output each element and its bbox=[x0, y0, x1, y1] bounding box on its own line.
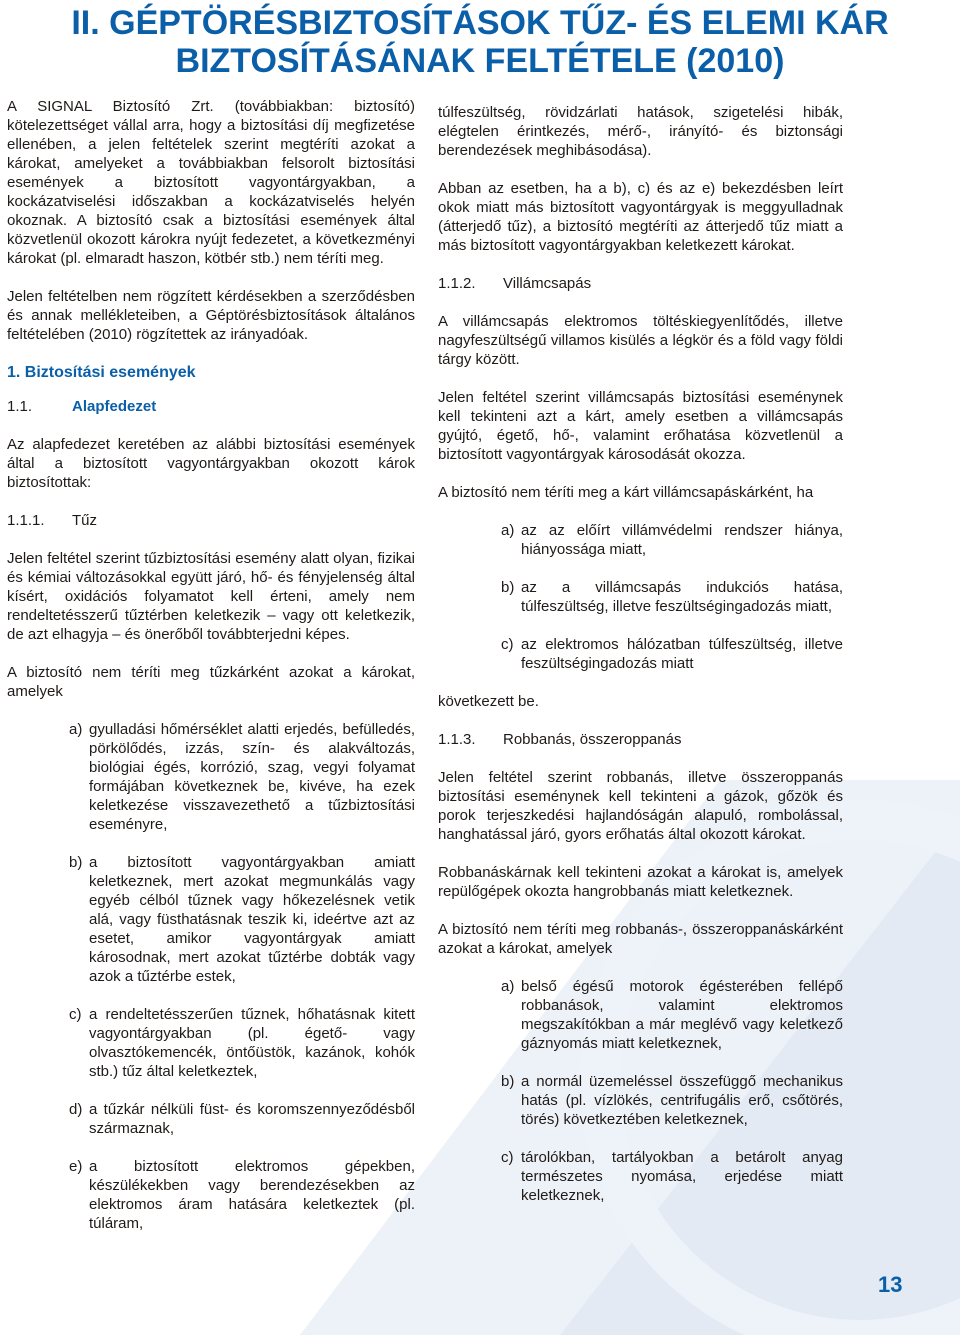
list-letter: a) bbox=[69, 721, 83, 738]
list-text: a biztosított elektromos gépekben, készülékekben vagy berendezésekben az elektromos áram hatására keletkeztek (pl. túláram, bbox=[89, 1158, 415, 1232]
subsection-heading bbox=[438, 274, 843, 293]
paragraph: Jelen feltétel szerint tűzbiztosítási esemény alatt olyan, fizikai és kémiai változásokkal együtt járó, hő- és fényjelenség által kísért, oxidációs folyamatot kell érteni, amely nem rendeltetésszerű tűztérben keletkezik – vagy ott keletkezik, de azt elhagyja – és önerőből továbbterjedni képes. bbox=[7, 550, 415, 643]
list-text: az elektromos hálózatban túlfeszültség, illetve feszültségingadozás miatt bbox=[521, 636, 843, 672]
list-text: gyulladási hőmérséklet alatti erjedés, befülledés, pörkölődés, izzás, szín- és alakváltozás, biológiai égés, korrózió, szag, vegyi folyamat formájában következnek be, kivéve, ha ezek keletkezése visszavezethető a tűzbiztosítási eseményre, bbox=[89, 721, 415, 833]
paragraph: A biztosító nem téríti meg robbanás-, összeroppanáskárként azokat a károkat, amelyek bbox=[438, 921, 843, 957]
list-text: tárolókban, tartályokban a betárolt anyag természetes nyomása, erjedése miatt keletkeznek, bbox=[521, 1149, 843, 1204]
list-letter: b) bbox=[501, 1073, 515, 1090]
paragraph: Robbanáskárnak kell tekinteni azokat a károkat is, amelyek repülőgépek okozta hangrobbanás miatt keletkeznek. bbox=[438, 864, 843, 900]
list-letter: d) bbox=[69, 1101, 83, 1118]
list-item bbox=[7, 1100, 415, 1138]
list-text: belső égésű motorok égésterében fellépő robbanások, valamint elektromos megszakítókban a már meglévő vagy keletkező gáznyomás miatt keletkeznek, bbox=[521, 978, 843, 1052]
list-item bbox=[438, 635, 843, 673]
paragraph: A biztosító nem téríti meg a kárt villámcsapáskárként, ha bbox=[438, 484, 814, 501]
list-letter: a) bbox=[501, 978, 515, 995]
list-text: a normál üzemeléssel összefüggő mechanikus hatás (pl. vízlökés, centrifugális erő, csőtörés, törés) következtében keletkeznek, bbox=[521, 1073, 843, 1128]
list-text: a rendeltetésszerűen tűznek, hőhatásnak kitett vagyontárgyakban (pl. égető- vagy olvasztókemencék, öntőüstök, kazánok, kohók stb.) tűz által keletkeztek, bbox=[89, 1006, 415, 1080]
paragraph: Abban az esetben, ha a b), c) és az e) bekezdésben leírt okok miatt más biztosított vagyontárgyak is meggyulladnak (átterjedő tűz), a biztosító megtéríti az átterjedő tűz miatt a más biztosított vagyontárgyakban keletkezett károkat. bbox=[438, 180, 843, 254]
paragraph: Jelen feltételben nem rögzített kérdésekben a szerződésben és annak mellékleteiben, a Géptörésbiztosítások általános feltételében (2010) rögzítettek az irányadóak. bbox=[7, 288, 415, 343]
subsection-heading bbox=[7, 511, 415, 530]
list-letter: b) bbox=[501, 579, 515, 596]
left-column bbox=[7, 97, 415, 1252]
list-item bbox=[7, 720, 415, 834]
paragraph: következett be. bbox=[438, 693, 539, 710]
paragraph: túlfeszültség, rövidzárlati hatások, szigetelési hibák, elégtelen érintkezés, mérő-, irányító- és biztonsági berendezések meghibásodása). bbox=[438, 104, 843, 159]
page-number: 13 bbox=[878, 1272, 903, 1297]
list-letter: c) bbox=[69, 1006, 82, 1023]
subsection-heading bbox=[7, 397, 415, 416]
list-text: az az előírt villámvédelmi rendszer hiánya, hiányossága miatt, bbox=[521, 522, 843, 558]
list-item bbox=[438, 977, 843, 1053]
section-heading: 1. Biztosítási események bbox=[7, 364, 196, 381]
list-item bbox=[7, 853, 415, 986]
page-title: II. GÉPTÖRÉSBIZTOSÍTÁSOK TŰZ- ÉS ELEMI KÁR BIZTOSÍTÁSÁNAK FELTÉTELE (2010) bbox=[71, 4, 889, 80]
subsection-title: Robbanás, összeroppanás bbox=[503, 731, 682, 748]
subsection-title: Alapfedezet bbox=[72, 398, 157, 415]
subsection-title: Tűz bbox=[72, 512, 98, 529]
right-column bbox=[438, 103, 843, 1224]
list-text: az a villámcsapás indukciós hatása, túlfeszültség, illetve feszültségingadozás miatt, bbox=[521, 579, 843, 615]
subsection-number: 1.1.3. bbox=[438, 731, 476, 748]
list-letter: b) bbox=[69, 854, 83, 871]
list-letter: e) bbox=[69, 1158, 83, 1175]
subsection-number: 1.1. bbox=[7, 398, 33, 415]
list-letter: a) bbox=[501, 522, 515, 539]
paragraph: Jelen feltétel szerint robbanás, illetve összeroppanás biztosítási eseménynek kell tekinteni a gázok, gőzök és porok terjeszkedési hajlandóságán alapuló, rombolással, hanghatással járó, gyors erőhatás által okozott károkat. bbox=[438, 769, 843, 843]
paragraph: Jelen feltétel szerint villámcsapás biztosítási eseménynek kell tekinteni azt a kárt, amely esetben a villámcsapás gyújtó, égető, hő-, valamint erőhatása közvetlenül a biztosított vagyontárgyak károsodását okozza. bbox=[438, 389, 843, 463]
list-text: a tűzkár nélküli füst- és koromszennyeződésből származnak, bbox=[89, 1101, 415, 1137]
list-letter: c) bbox=[501, 636, 514, 653]
list-text: a biztosított vagyontárgyakban amiatt keletkeznek, mert azokat megmunkálás vagy egyéb célból tűznek vagy hőkezelésnek vetik alá, vagy füsthatásnak teszik ki, ideértve azt az esetet, amikor vagyontárgyak amiatt károsodnak, mert azokat tűztérbe dobták vagy azok a tűztérbe estek, bbox=[89, 854, 415, 985]
list-item bbox=[438, 521, 843, 559]
list-letter: c) bbox=[501, 1149, 514, 1166]
subsection-number: 1.1.2. bbox=[438, 275, 476, 292]
intro-paragraph: A SIGNAL Biztosító Zrt. (továbbiakban: biztosító) kötelezettséget vállal arra, hogy a biztosítási díj megfizetése ellenében, a jelen feltételek szerint megtéríti azokat a károkat, amelyeket a továbbiakban felsorolt biztosítási események a biztosított vagyontárgyakban, a kockázatviselési időszakban a kockázatviselés helyén okoznak. A biztosító csak a biztosítási események által közvetlenül okozott károkra nyújt fedezetet, a következményi károkat (pl. elmaradt haszon, kötbér stb.) nem téríti meg. bbox=[7, 98, 415, 267]
list-item bbox=[438, 1072, 843, 1129]
list-item bbox=[438, 578, 843, 616]
subsection-heading bbox=[438, 730, 843, 749]
subsection-title: Villámcsapás bbox=[503, 275, 592, 292]
list-item bbox=[7, 1157, 415, 1233]
subsection-number: 1.1.1. bbox=[7, 512, 45, 529]
paragraph: A villámcsapás elektromos töltéskiegyenlítődés, illetve nagyfeszültségű villamos kisülés a légkör és a föld vagy földi tárgy között. bbox=[438, 313, 843, 368]
list-item bbox=[438, 1148, 843, 1205]
paragraph: Az alapfedezet keretében az alábbi biztosítási események által a biztosított vagyontárgyakban okozott károk biztosítottak: bbox=[7, 436, 415, 491]
list-item bbox=[7, 1005, 415, 1081]
paragraph: A biztosító nem téríti meg tűzkárként azokat a károkat, amelyek bbox=[7, 664, 415, 700]
